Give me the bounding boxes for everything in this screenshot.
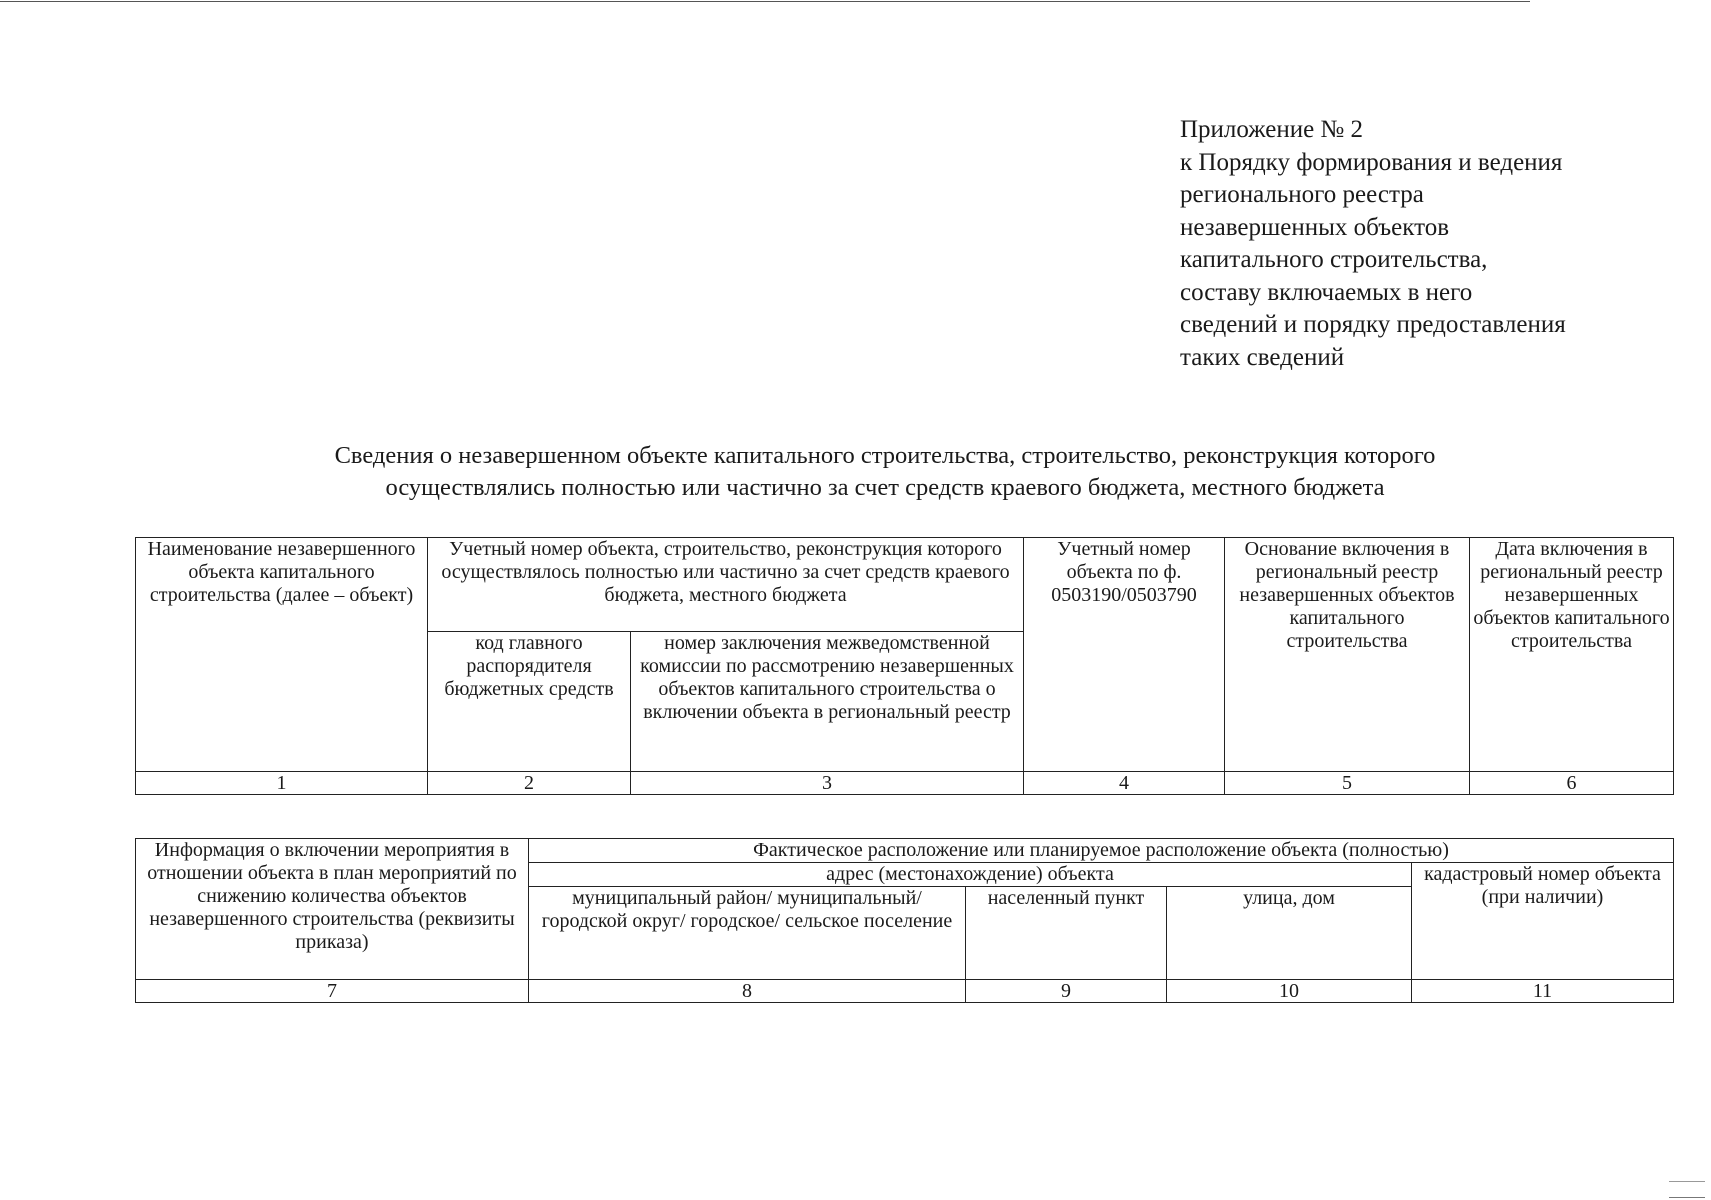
appendix-line: Приложение № 2 — [1180, 116, 1364, 143]
header-settlement: населенный пункт — [966, 887, 1167, 980]
header-inclusion-basis: Основание включения в региональный реестр незавершенных объектов капитального строительства — [1225, 538, 1470, 772]
appendix-line: капитального строительства, — [1180, 246, 1488, 273]
registry-table-part2 — [135, 838, 1674, 1003]
column-number: 11 — [1412, 980, 1674, 1003]
document-title — [140, 440, 1630, 504]
column-number: 6 — [1470, 772, 1674, 795]
header-address-group: адрес (местонахождение) объекта — [529, 863, 1412, 887]
header-object-name: Наименование незавершенного объекта капитального строительства (далее – объект) — [136, 538, 428, 772]
document-title-line2: осуществлялись полностью или частично за счет средств краевого бюджета, местного бюджета — [385, 474, 1385, 501]
appendix-line: сведений и порядку предоставления — [1180, 311, 1566, 338]
header-cadastral-number: кадастровый номер объекта (при наличии) — [1412, 863, 1674, 980]
scan-mark — [1669, 1197, 1705, 1198]
column-number: 10 — [1167, 980, 1412, 1003]
column-number: 2 — [428, 772, 631, 795]
scan-mark — [1669, 1181, 1705, 1182]
column-number: 3 — [631, 772, 1024, 795]
registry-table-part1 — [135, 537, 1674, 795]
appendix-line: составу включаемых в него — [1180, 278, 1473, 306]
appendix-line: таких сведений — [1180, 343, 1345, 371]
column-number: 8 — [529, 980, 966, 1003]
appendix-header — [1180, 114, 1680, 374]
appendix-line: регионального реестра — [1180, 181, 1424, 208]
header-plan-inclusion-info: Информация о включении мероприятия в отношении объекта в план мероприятий по снижению количества объектов незавершенного строительства (реквизиты приказа) — [136, 839, 529, 980]
column-number: 9 — [966, 980, 1167, 1003]
header-street-house: улица, дом — [1167, 887, 1412, 980]
header-location-group: Фактическое расположение или планируемое расположение объекта (полностью) — [529, 839, 1674, 863]
header-account-number-group: Учетный номер объекта, строительство, реконструкция которого осуществлялось полностью или частично за счет средств краевого бюджета, местного бюджета — [428, 538, 1024, 632]
appendix-line: к Порядку формирования и ведения — [1180, 148, 1563, 176]
header-municipal-district: муниципальный район/ муниципальный/ городской округ/ городское/ сельское поселение — [529, 887, 966, 980]
top-border-line — [0, 1, 1530, 2]
header-inclusion-date: Дата включения в региональный реестр незавершенных объектов капитального строительства — [1470, 538, 1674, 772]
column-number: 1 — [136, 772, 428, 795]
appendix-line: незавершенных объектов — [1180, 213, 1449, 241]
header-budget-manager-code: код главного распорядителя бюджетных средств — [428, 632, 631, 772]
column-number: 4 — [1024, 772, 1225, 795]
document-title-line1: Сведения о незавершенном объекте капитального строительства, строительство, реконструкция которого — [334, 442, 1436, 469]
column-number: 5 — [1225, 772, 1470, 795]
column-number: 7 — [136, 980, 529, 1003]
header-account-number-form: Учетный номер объекта по ф. 0503190/0503790 — [1024, 538, 1225, 772]
header-commission-conclusion-number: номер заключения межведомственной комиссии по рассмотрению незавершенных объектов капитального строительства о включении объекта в региональный реестр — [631, 632, 1024, 772]
